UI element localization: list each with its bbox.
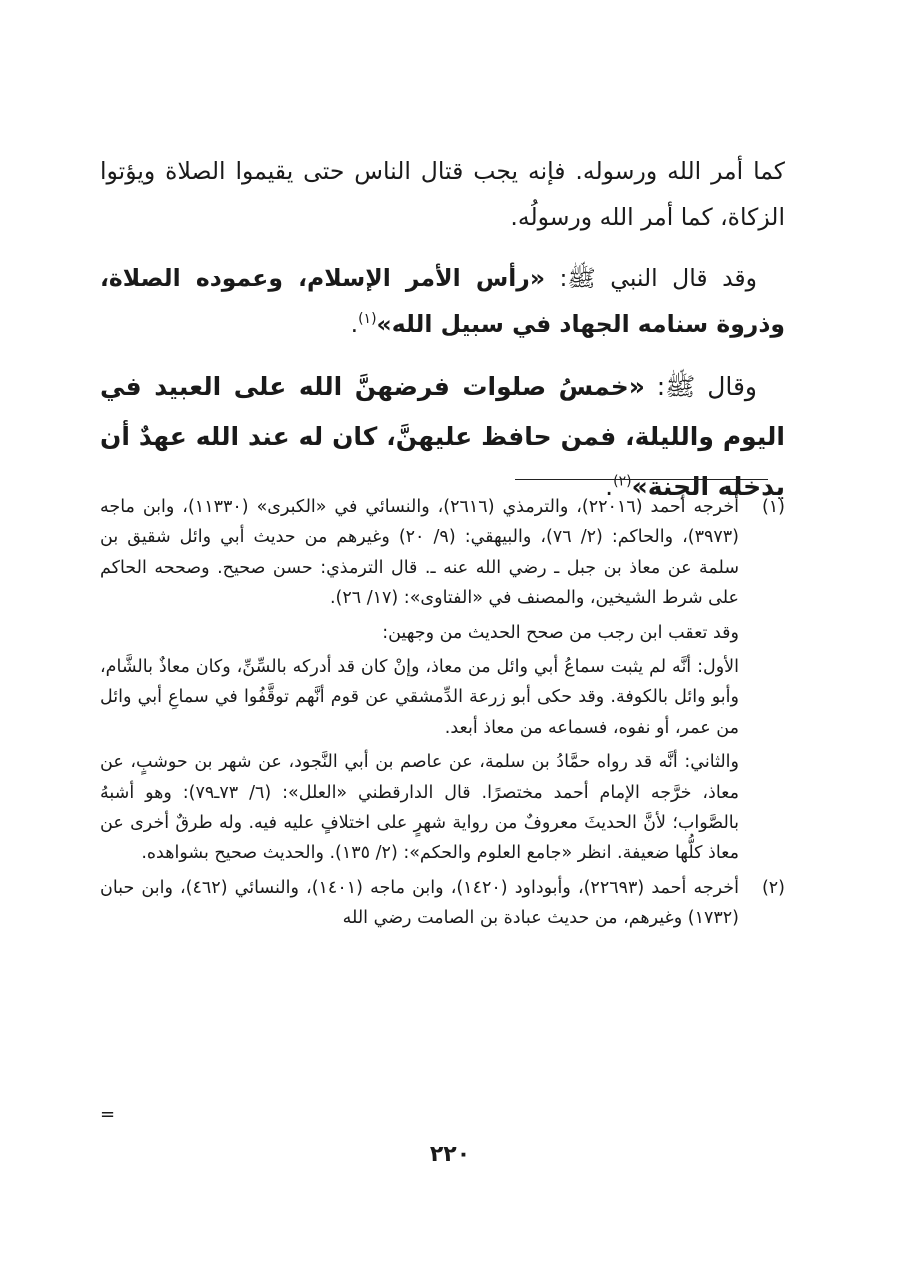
footnote-number: (١) — [761, 497, 785, 517]
footnote-separator — [515, 479, 768, 480]
footnote-paragraph: أخرجه أحمد (٢٢٠١٦)، والترمذي (٢٦١٦)، والنسائي في «الكبرى» (١١٣٣٠)، وابن ماجه (٣٩٧٣)، والحاكم: (٢/ ٧٦)، والبيهقي: (٩/ ٢٠) وغيرهم من حديث أبي وائل شقيق بن سلمة عن معاذ بن جبل ـ رضي الله عنه ـ. قال الترمذي: حسن صحيح. وصححه الحاكم على شرط الشيخين، والمصنف في «الفتاوى»: (١٧/ ٢٦). — [100, 497, 739, 609]
paragraph-1-text: كما أمر الله ورسوله. فإنه يجب قتال الناس حتى يقيموا الصلاة ويؤتوا الزكاة، كما أمر الله ورسولُه. — [100, 157, 785, 231]
footnote-ref-2[interactable]: (٢) — [613, 473, 632, 490]
footnote-paragraph: الأول: أنَّه لم يثبت سماعُ أبي وائل من معاذ، وإنْ كان قد أدركه بالسِّنِّ، وكان معاذٌ بالشَّام، وأبو وائل بالكوفة. وقد حكى أبو زرعة الدِّمشقي عن قوم أنَّهم توقَّفُوا في سماعِ أبي وائل من عمر، أو نفوه، فسماعه من معاذ أبعد. — [100, 657, 739, 738]
footnote-1 — [100, 492, 785, 869]
paragraph-2 — [100, 255, 785, 347]
hadith-quote-2: «خمسُ صلوات فرضهنَّ الله على العبيد في اليوم والليلة، فمن حافظ عليهنَّ، كان له عند الله عهدٌ أن يدخله الجنة» — [100, 372, 785, 501]
paragraph-2-end: . — [350, 310, 359, 338]
continuation-mark: = — [100, 1104, 116, 1125]
paragraph-2-intro: وقد قال النبي ﷺ: — [545, 264, 757, 292]
main-text — [100, 148, 785, 527]
page-number: ٢٢٠ — [429, 1142, 471, 1167]
footnote-paragraph: وقد تعقب ابن رجب من صحح الحديث من وجهين: — [382, 622, 739, 643]
paragraph-3 — [100, 362, 785, 512]
footnotes — [100, 492, 785, 938]
paragraph-3-intro: وقال ﷺ: — [644, 372, 757, 401]
footnote-number: (٢) — [761, 877, 785, 898]
footnote-paragraph: والثاني: أنَّه قد رواه حمَّادُ بن سلمة، عن عاصم بن أبي النَّجود، عن شهر بن حوشبٍ، عن معاذ، خرَّجه الإمام أحمد مختصرًا. قال الدارقطني «العلل»: (٦/ ٧٣ـ٧٩): وهو أشبهُ بالصَّواب؛ لأنَّ الحديثَ معروفٌ من رواية شهرٍ على اختلافٍ عليه فيه. وله طرقٌ أخرى عن معاذ كلُّها ضعيفة. انظر «جامع العلوم والحكم»: (٢/ ١٣٥). والحديث صحيح بشواهده. — [100, 752, 739, 864]
footnote-paragraph: أخرجه أحمد (٢٢٦٩٣)، وأبوداود (١٤٢٠)، وابن ماجه (١٤٠١)، والنسائي (٤٦٢)، وابن حبان (١٧٣٢) وغيرهم، من حديث عبادة بن الصامت رضي الله — [100, 877, 739, 929]
paragraph-1 — [100, 148, 785, 240]
footnote-2 — [100, 873, 785, 934]
paragraph-3-end: . — [605, 472, 614, 501]
hadith-quote-1: «رأس الأمر الإسلام، وعموده الصلاة، وذروة سنامه الجهاد في سبيل الله» — [100, 264, 785, 338]
footnote-ref-1[interactable]: (١) — [358, 311, 377, 328]
